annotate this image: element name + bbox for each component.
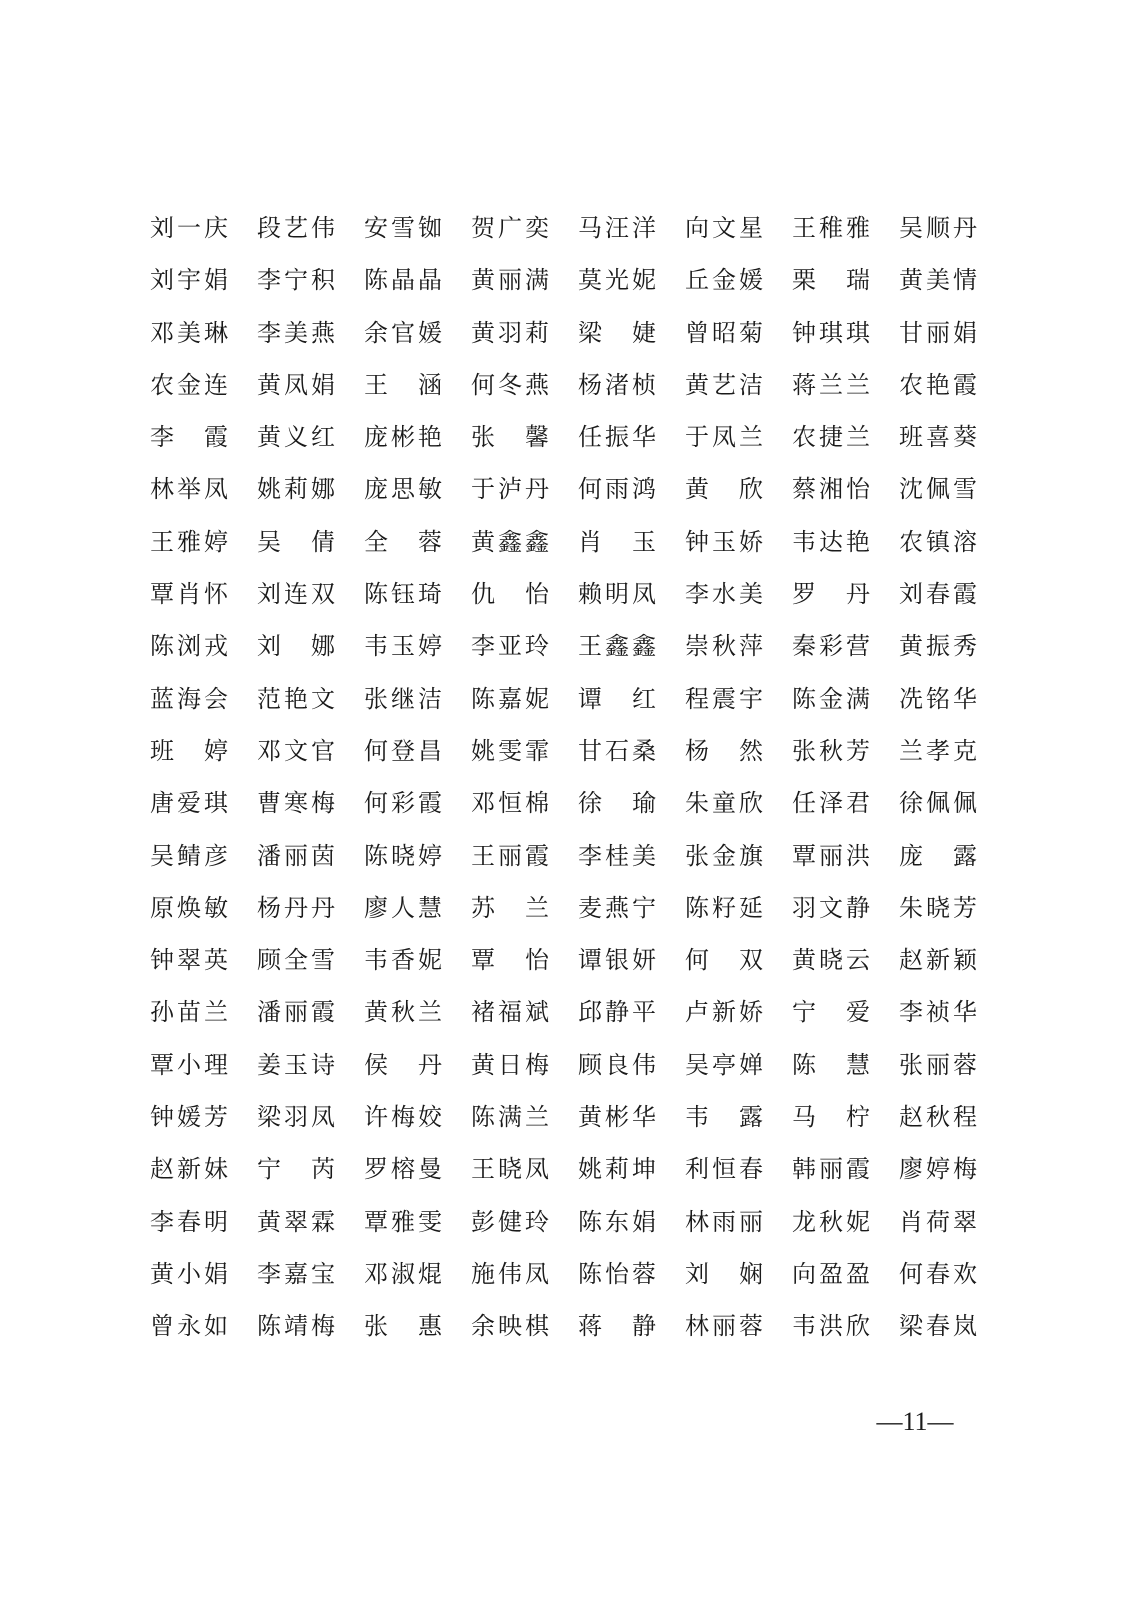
name-entry: 谭 红 (578, 684, 656, 713)
name-entry: 陈 浏 戎 (150, 632, 228, 661)
name-entry: 任 振 华 (578, 423, 656, 452)
name-entry: 刘 春 霞 (899, 580, 977, 609)
name-entry: 赵 新 颖 (899, 946, 977, 975)
name-entry: 丘 金 媛 (685, 266, 763, 295)
name-entry: 张 馨 (471, 423, 549, 452)
name-entry: 钟 琪 琪 (792, 318, 870, 347)
name-entry: 羽 文 静 (792, 893, 870, 922)
name-entry: 曹 寒 梅 (257, 789, 335, 818)
name-entry: 王 晓 凤 (471, 1155, 549, 1184)
name-entry: 程 震 宇 (685, 684, 763, 713)
name-entry: 庞 思 敏 (364, 475, 442, 504)
name-entry: 于 凤 兰 (685, 423, 763, 452)
name-entry: 顾 良 伟 (578, 1050, 656, 1079)
name-entry: 蓝 海 会 (150, 684, 228, 713)
name-entry: 张 金 旗 (685, 841, 763, 870)
name-entry: 曾 永 如 (150, 1312, 228, 1341)
name-entry: 李 水 美 (685, 580, 763, 609)
name-entry: 马 柠 (792, 1103, 870, 1132)
name-entry: 朱 晓 芳 (899, 893, 977, 922)
page-number: —11— (876, 1407, 954, 1436)
name-entry: 邱 静 平 (578, 998, 656, 1027)
name-entry: 吴 倩 (257, 527, 335, 556)
name-entry: 甘 丽 娟 (899, 318, 977, 347)
name-entry: 曾 昭 菊 (685, 318, 763, 347)
name-entry: 潘 丽 霞 (257, 998, 335, 1027)
name-entry: 张 秋 芳 (792, 736, 870, 765)
name-entry: 黄 美 情 (899, 266, 977, 295)
name-entry: 何 冬 燕 (471, 370, 549, 399)
name-entry: 杨 渚 桢 (578, 370, 656, 399)
name-entry: 邓 淑 焜 (364, 1259, 442, 1288)
name-entry: 姚 莉 坤 (578, 1155, 656, 1184)
name-entry: 王 丽 霞 (471, 841, 549, 870)
name-entry: 吴 顺 丹 (899, 214, 977, 242)
name-entry: 韦 达 艳 (792, 527, 870, 556)
name-entry: 陈 嘉 妮 (471, 684, 549, 713)
name-entry: 韦 洪 欣 (792, 1312, 870, 1341)
name-entry: 任 泽 君 (792, 789, 870, 818)
name-entry: 张 惠 (364, 1312, 442, 1341)
name-entry: 班 喜 葵 (899, 423, 977, 452)
name-entry: 钟 玉 娇 (685, 527, 763, 556)
name-entry: 韦 玉 婷 (364, 632, 442, 661)
name-entry: 梁 春 岚 (899, 1312, 977, 1341)
name-entry: 唐 爱 琪 (150, 789, 228, 818)
name-entry: 陈 晶 晶 (364, 266, 442, 295)
name-entry: 苏 兰 (471, 893, 549, 922)
name-entry: 廖 婷 梅 (899, 1155, 977, 1184)
name-entry: 崇 秋 萍 (685, 632, 763, 661)
name-entry: 覃 丽 洪 (792, 841, 870, 870)
name-entry: 褚 福 斌 (471, 998, 549, 1027)
name-entry: 余 官 媛 (364, 318, 442, 347)
name-entry: 姚 莉 娜 (257, 475, 335, 504)
name-entry: 李 嘉 宝 (257, 1259, 335, 1288)
name-entry: 杨 丹 丹 (257, 893, 335, 922)
name-entry: 栗 瑞 (792, 266, 870, 295)
name-entry: 覃 怡 (471, 946, 549, 975)
name-entry: 陈 慧 (792, 1050, 870, 1079)
name-entry: 陈 怡 蓉 (578, 1259, 656, 1288)
name-entry: 谭 银 妍 (578, 946, 656, 975)
name-entry: 张 丽 蓉 (899, 1050, 977, 1079)
name-entry: 马 汪 洋 (578, 214, 656, 242)
name-entry: 肖 荷 翠 (899, 1207, 977, 1236)
name-entry: 刘 娜 (257, 632, 335, 661)
name-entry: 李 桂 美 (578, 841, 656, 870)
name-entry: 于 泸 丹 (471, 475, 549, 504)
name-entry: 蒋 静 (578, 1312, 656, 1341)
name-entry: 甘 石 桑 (578, 736, 656, 765)
name-entry: 黄 翠 霖 (257, 1207, 335, 1236)
name-entry: 李 美 燕 (257, 318, 335, 347)
name-entry: 何 登 昌 (364, 736, 442, 765)
name-entry: 黄 羽 莉 (471, 318, 549, 347)
name-entry: 施 伟 凤 (471, 1259, 549, 1288)
name-entry: 罗 丹 (792, 580, 870, 609)
name-entry: 徐 佩 佩 (899, 789, 977, 818)
name-entry: 廖 人 慧 (364, 893, 442, 922)
name-entry: 林 举 凤 (150, 475, 228, 504)
name-entry: 原 焕 敏 (150, 893, 228, 922)
name-entry: 孙 苗 兰 (150, 998, 228, 1027)
name-entry: 向 盈 盈 (792, 1259, 870, 1288)
name-entry: 邓 美 琳 (150, 318, 228, 347)
name-entry: 韩 丽 霞 (792, 1155, 870, 1184)
name-entry: 黄 凤 娟 (257, 370, 335, 399)
name-entry: 梁 羽 凤 (257, 1103, 335, 1132)
name-entry: 利 恒 春 (685, 1155, 763, 1184)
name-entry: 庞 露 (899, 841, 977, 870)
name-entry: 黄 彬 华 (578, 1103, 656, 1132)
name-entry: 黄 鑫 鑫 (471, 527, 549, 556)
name-entry: 韦 香 妮 (364, 946, 442, 975)
name-entry: 何 春 欢 (899, 1259, 977, 1288)
name-entry: 林 丽 蓉 (685, 1312, 763, 1341)
name-entry: 黄 晓 云 (792, 946, 870, 975)
name-entry: 秦 彩 营 (792, 632, 870, 661)
name-entry: 蔡 湘 怡 (792, 475, 870, 504)
name-entry: 潘 丽 茵 (257, 841, 335, 870)
name-entry: 钟 翠 英 (150, 946, 228, 975)
name-entry: 侯 丹 (364, 1050, 442, 1079)
name-entry: 黄 日 梅 (471, 1050, 549, 1079)
name-entry: 段 艺 伟 (257, 214, 335, 242)
name-entry: 宁 爱 (792, 998, 870, 1027)
name-entry: 覃 雅 雯 (364, 1207, 442, 1236)
name-entry: 朱 童 欣 (685, 789, 763, 818)
name-entry: 彭 健 玲 (471, 1207, 549, 1236)
name-entry: 覃 小 理 (150, 1050, 228, 1079)
name-entry: 陈 满 兰 (471, 1103, 549, 1132)
name-entry: 陈 钰 琦 (364, 580, 442, 609)
name-entry: 梁 婕 (578, 318, 656, 347)
name-entry: 麦 燕 宁 (578, 893, 656, 922)
name-entry: 赵 新 妹 (150, 1155, 228, 1184)
name-entry: 宁 芮 (257, 1155, 335, 1184)
name-entry: 林 雨 丽 (685, 1207, 763, 1236)
name-entry: 何 雨 鸿 (578, 475, 656, 504)
name-entry: 黄 秋 兰 (364, 998, 442, 1027)
name-entry: 肖 玉 (578, 527, 656, 556)
name-entry: 许 梅 姣 (364, 1103, 442, 1132)
name-entry: 兰 孝 克 (899, 736, 977, 765)
name-entry: 陈 东 娟 (578, 1207, 656, 1236)
name-entry: 李 春 明 (150, 1207, 228, 1236)
name-entry: 刘 连 双 (257, 580, 335, 609)
name-entry: 赵 秋 程 (899, 1103, 977, 1132)
name-entry: 莫 光 妮 (578, 266, 656, 295)
name-entry: 黄 小 娟 (150, 1259, 228, 1288)
name-entry: 姜 玉 诗 (257, 1050, 335, 1079)
name-entry: 农 金 连 (150, 370, 228, 399)
name-entry: 钟 媛 芳 (150, 1103, 228, 1132)
name-entry: 陈 晓 婷 (364, 841, 442, 870)
name-entry: 顾 全 雪 (257, 946, 335, 975)
name-entry: 陈 籽 延 (685, 893, 763, 922)
name-entry: 黄 艺 洁 (685, 370, 763, 399)
name-entry: 李 霞 (150, 423, 228, 452)
name-entry: 韦 露 (685, 1103, 763, 1132)
name-entry: 黄 丽 满 (471, 266, 549, 295)
name-entry: 王 稚 雅 (792, 214, 870, 242)
name-entry: 农 镇 溶 (899, 527, 977, 556)
name-entry: 吴 亭 婵 (685, 1050, 763, 1079)
name-entry: 徐 瑜 (578, 789, 656, 818)
name-entry: 李 祯 华 (899, 998, 977, 1027)
name-entry: 陈 金 满 (792, 684, 870, 713)
name-entry: 卢 新 娇 (685, 998, 763, 1027)
name-entry: 全 蓉 (364, 527, 442, 556)
name-entry: 王 雅 婷 (150, 527, 228, 556)
name-entry: 安 雪 铷 (364, 214, 442, 242)
name-entry: 覃 肖 怀 (150, 580, 228, 609)
name-entry: 仇 怡 (471, 580, 549, 609)
name-entry: 农 捷 兰 (792, 423, 870, 452)
name-entry: 龙 秋 妮 (792, 1207, 870, 1236)
name-entry: 黄 欣 (685, 475, 763, 504)
name-entry: 何 双 (685, 946, 763, 975)
name-entry: 张 继 洁 (364, 684, 442, 713)
name-entry: 黄 振 秀 (899, 632, 977, 661)
name-entry: 刘 一 庆 (150, 214, 228, 242)
name-entry: 陈 靖 梅 (257, 1312, 335, 1341)
name-entry: 范 艳 文 (257, 684, 335, 713)
name-entry: 李 宁 积 (257, 266, 335, 295)
name-entry: 农 艳 霞 (899, 370, 977, 399)
name-entry: 向 文 星 (685, 214, 763, 242)
name-entry: 蒋 兰 兰 (792, 370, 870, 399)
name-entry: 邓 恒 棉 (471, 789, 549, 818)
name-entry: 王 鑫 鑫 (578, 632, 656, 661)
name-entry: 王 涵 (364, 370, 442, 399)
name-entry: 刘 宇 娟 (150, 266, 228, 295)
name-entry: 贺 广 奕 (471, 214, 549, 242)
name-entry: 冼 铭 华 (899, 684, 977, 713)
name-entry: 刘 娴 (685, 1259, 763, 1288)
name-entry: 何 彩 霞 (364, 789, 442, 818)
name-entry: 沈 佩 雪 (899, 475, 977, 504)
name-entry: 姚 雯 霏 (471, 736, 549, 765)
name-entry: 杨 然 (685, 736, 763, 765)
name-entry: 余 映 棋 (471, 1312, 549, 1341)
name-entry: 赖 明 凤 (578, 580, 656, 609)
name-entry: 庞 彬 艳 (364, 423, 442, 452)
name-entry: 李 亚 玲 (471, 632, 549, 661)
name-entry: 邓 文 官 (257, 736, 335, 765)
name-entry: 罗 榕 曼 (364, 1155, 442, 1184)
name-list (150, 208, 980, 1359)
name-entry: 黄 义 红 (257, 423, 335, 452)
name-entry: 班 婷 (150, 736, 228, 765)
name-entry: 吴 鲭 彦 (150, 841, 228, 870)
